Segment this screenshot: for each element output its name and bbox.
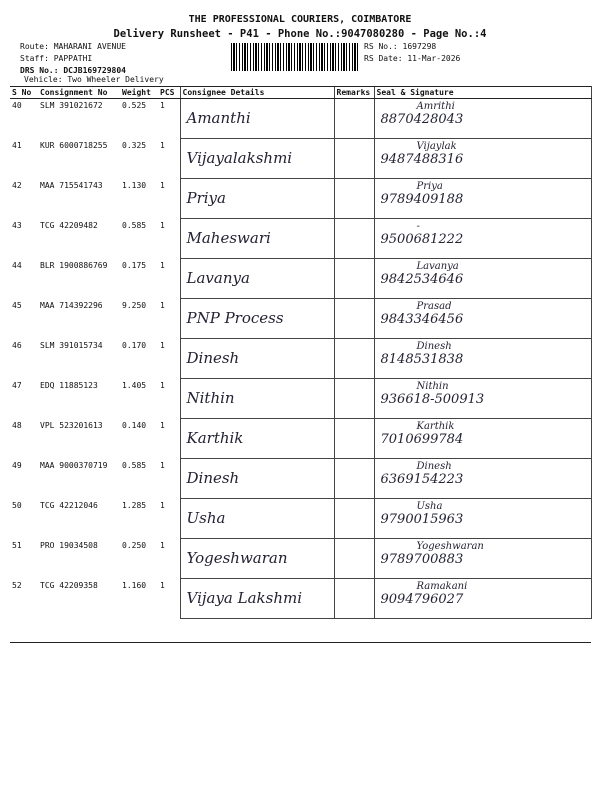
consignee-cell [180,579,334,619]
remarks-cell [334,459,374,499]
col-header-remarks: Remarks [334,87,374,99]
staff-label: Staff: PAPPATHI [20,54,93,63]
signature-scribble: Lavanya [416,261,459,272]
consignee-name: Nithin [186,389,235,407]
remarks-cell [334,219,374,259]
pcs-cell: 1 [160,140,165,150]
signature-cell [374,459,591,499]
receiver-phone: 9789409188 [380,192,464,207]
signature-scribble: Vijaylak [416,141,457,152]
consignee-cell [180,419,334,459]
sno-cell: 49 [12,460,22,470]
consignment-cell: BLR 1900886769 [40,260,108,270]
runsheet-table [10,86,592,619]
weight-cell: 9.250 [122,300,147,310]
signature-cell [374,539,591,579]
weight-cell: 0.525 [122,101,147,110]
remarks-cell [334,139,374,179]
rs-date: RS Date: 11-Mar-2026 [364,54,461,63]
consignee-cell [180,259,334,299]
signature-cell [374,419,591,459]
receiver-phone: 8870428043 [380,112,464,127]
signature-scribble: Yogeshwaran [416,541,484,552]
pcs-cell: 1 [160,580,165,590]
pcs-cell: 1 [160,260,165,270]
pcs-cell: 1 [160,300,165,310]
sno-cell: 46 [12,340,22,350]
drs-number: DRS No.: DCJB169729804 [20,66,126,75]
table-row [10,219,591,259]
signature-cell [374,139,591,179]
signature-scribble: Ramakani [416,581,468,592]
sno-cell: 40 [12,101,22,110]
table-header-row [10,87,591,99]
weight-cell: 0.585 [122,220,147,230]
consignee-name: Dinesh [186,349,240,367]
remarks-cell [334,339,374,379]
pcs-cell: 1 [160,101,165,110]
receiver-phone: 9843346456 [380,312,464,327]
consignee-name: PNP Process [186,309,284,327]
consignment-cell: PRO 19034508 [40,540,98,550]
weight-cell: 1.130 [122,180,147,190]
remarks-cell [334,99,374,139]
consignee-name: Lavanya [186,269,250,287]
consignment-cell: SLM 391021672 [40,101,103,110]
sno-cell: 44 [12,260,22,270]
weight-cell: 1.160 [122,580,147,590]
receiver-phone: 9487488316 [380,152,464,167]
consignee-name: Usha [186,509,226,527]
barcode-image [231,43,359,71]
consignment-cell: TCG 42212046 [40,500,98,510]
remarks-cell [334,179,374,219]
weight-cell: 1.285 [122,500,147,510]
signature-cell [374,339,591,379]
receiver-phone: 9500681222 [380,232,464,247]
sno-cell: 50 [12,500,22,510]
sno-cell: 47 [12,380,22,390]
pcs-cell: 1 [160,220,165,230]
col-header-weight: Weight [120,87,158,99]
signature-scribble: Karthik [416,421,455,432]
remarks-cell [334,539,374,579]
receiver-phone: 9790015963 [380,512,464,527]
remarks-cell [334,419,374,459]
consignee-cell [180,539,334,579]
weight-cell: 0.325 [122,140,147,150]
pcs-cell: 1 [160,380,165,390]
table-row [10,99,591,139]
table-row [10,259,591,299]
signature-cell [374,259,591,299]
consignment-cell: VPL 523201613 [40,420,103,430]
receiver-phone: 9094796027 [380,592,464,607]
table-row [10,579,591,619]
consignee-cell [180,219,334,259]
sno-cell: 48 [12,420,22,430]
signature-scribble: - [416,221,420,232]
weight-cell: 0.250 [122,540,147,550]
signature-cell [374,579,591,619]
pcs-cell: 1 [160,500,165,510]
signature-cell [374,379,591,419]
consignment-cell: TCG 42209482 [40,220,98,230]
remarks-cell [334,299,374,339]
consignee-cell [180,459,334,499]
pcs-cell: 1 [160,460,165,470]
remarks-cell [334,499,374,539]
signature-scribble: Prasad [416,301,452,312]
signature-scribble: Nithin [416,381,449,392]
consignee-name: Dinesh [186,469,240,487]
weight-cell: 0.175 [122,260,147,270]
consignee-name: Priya [186,189,226,207]
consignee-cell [180,299,334,339]
weight-cell: 0.585 [122,460,147,470]
signature-scribble: Dinesh [416,461,452,472]
signature-cell [374,219,591,259]
consignee-name: Vijaya Lakshmi [186,589,303,607]
consignee-cell [180,339,334,379]
table-row [10,419,591,459]
signature-scribble: Amrithi [416,101,455,112]
consignment-cell: SLM 391015734 [40,340,103,350]
rs-number: RS No.: 1697298 [364,42,437,51]
receiver-phone: 6369154223 [380,472,464,487]
signature-scribble: Dinesh [416,341,452,352]
consignee-name: Amanthi [186,109,251,127]
consignment-cell: MAA 715541743 [40,180,103,190]
consignee-cell [180,379,334,419]
signature-scribble: Usha [416,501,443,512]
consignment-cell: MAA 9000370719 [40,460,108,470]
receiver-phone: 9789700883 [380,552,464,567]
receiver-phone: 8148531838 [380,352,464,367]
consignee-name: Vijayalakshmi [186,149,293,167]
col-header-signature: Seal & Signature [374,87,591,99]
consignment-cell: EDQ 11885123 [40,380,98,390]
table-row [10,339,591,379]
pcs-cell: 1 [160,420,165,430]
weight-cell: 0.140 [122,420,147,430]
col-header-sno: S No [10,87,38,99]
receiver-phone: 936618-500913 [380,392,485,407]
route-label: Route: MAHARANI AVENUE [20,42,126,51]
consignment-cell: MAA 714392296 [40,300,103,310]
company-title: THE PROFESSIONAL COURIERS, COIMBATORE [188,14,412,25]
consignee-cell [180,179,334,219]
sno-cell: 41 [12,140,22,150]
table-row [10,539,591,579]
pcs-cell: 1 [160,540,165,550]
consignment-cell: TCG 42209358 [40,580,98,590]
remarks-cell [334,379,374,419]
signature-cell [374,499,591,539]
sno-cell: 52 [12,580,22,590]
signature-cell [374,99,591,139]
sno-cell: 42 [12,180,22,190]
weight-cell: 1.405 [122,380,147,390]
consignee-cell [180,99,334,139]
table-row [10,499,591,539]
sno-cell: 43 [12,220,22,230]
receiver-phone: 9842534646 [380,272,464,287]
remarks-cell [334,259,374,299]
consignee-cell [180,139,334,179]
weight-cell: 0.170 [122,340,147,350]
col-header-pcs: PCS [158,87,180,99]
col-header-consignment: Consignment No [38,87,120,99]
signature-cell [374,179,591,219]
pcs-cell: 1 [160,340,165,350]
table-row [10,139,591,179]
consignment-cell: KUR 6000718255 [40,140,108,150]
col-header-consignee: Consignee Details [180,87,334,99]
consignee-name: Maheswari [186,229,271,247]
pcs-cell: 1 [160,180,165,190]
consignee-name: Karthik [186,429,244,447]
table-bottom-rule [10,642,591,643]
signature-cell [374,299,591,339]
runsheet-subtitle: Delivery Runsheet - P41 - Phone No.:9047080280 - Page No.:4 [113,28,487,40]
receiver-phone: 7010699784 [380,432,464,447]
sno-cell: 45 [12,300,22,310]
sno-cell: 51 [12,540,22,550]
table-row [10,179,591,219]
table-row [10,459,591,499]
consignee-name: Yogeshwaran [186,549,288,567]
table-row [10,299,591,339]
signature-scribble: Priya [416,181,443,192]
vehicle-label: Vehicle: Two Wheeler Delivery [24,75,164,84]
table-row [10,379,591,419]
remarks-cell [334,579,374,619]
consignee-cell [180,499,334,539]
